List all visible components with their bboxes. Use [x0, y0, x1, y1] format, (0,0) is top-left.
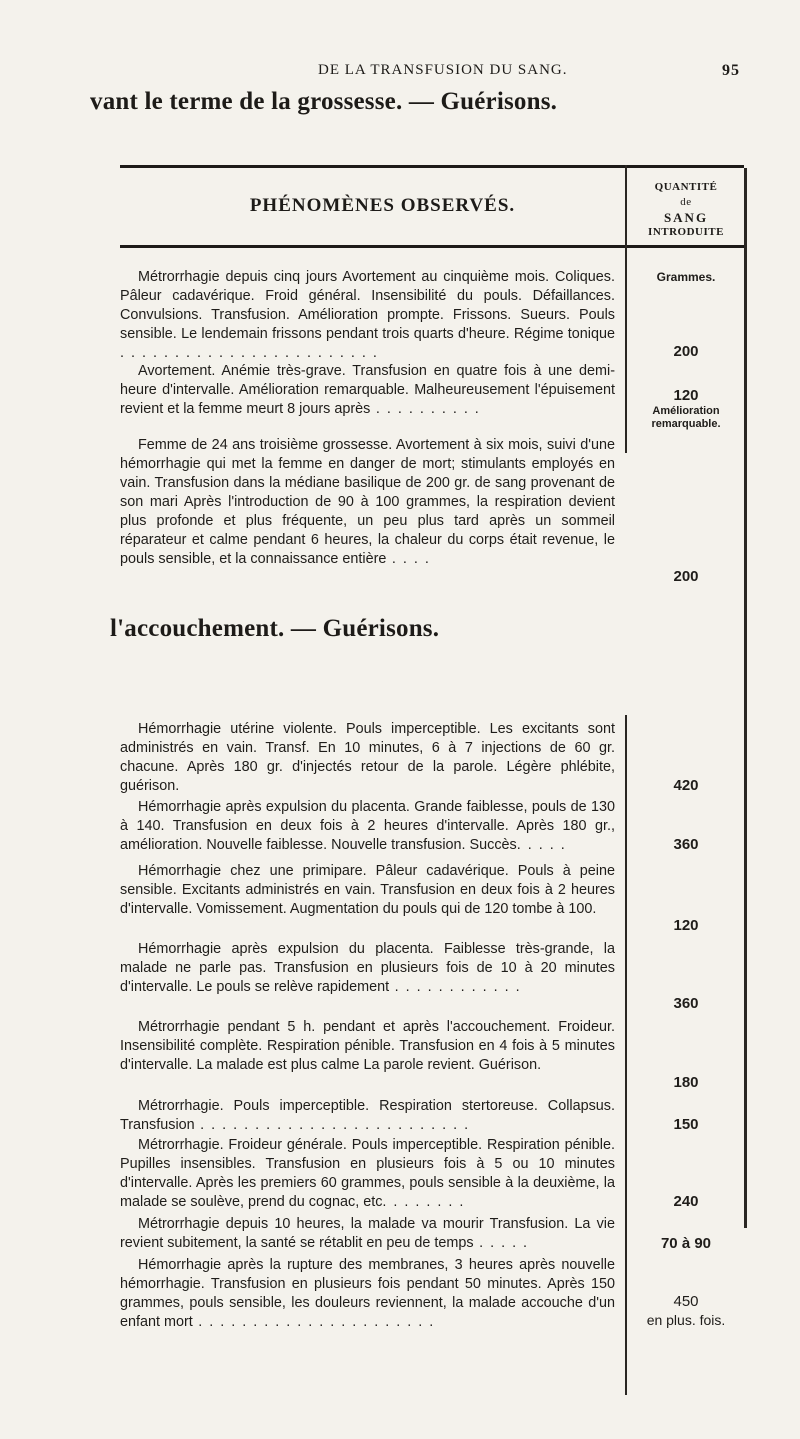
observed-column-header: PHÉNOMÈNES OBSERVÉS. [249, 195, 516, 216]
quantity-value: 360 [673, 995, 699, 1012]
case-entry [120, 720, 615, 796]
running-title: DE LA TRANSFUSION DU SANG. [318, 62, 568, 78]
case-text: Métrorrhagie depuis cinq jours Avortement au cinquième mois. Coliques. Pâleur cadavérique. Froid général. Insensibilité du pouls. Défaillances. Convulsions. Transfusion. Amélioration prompte. Frissons. Sueurs. Pouls sensible. Le lendemain frissons pendant trois quarts d'heure. Régime tonique [120, 269, 615, 342]
section-heading-1: vant le terme de la grossesse. — Guérisons. [90, 88, 558, 115]
quantity-header-line4: INTRODUITE [648, 226, 724, 238]
case-entry [120, 362, 615, 419]
case-entry [120, 1256, 615, 1332]
unit-label: Grammes. [656, 270, 716, 284]
case-entry [120, 1136, 615, 1212]
top-rule [120, 165, 744, 168]
quantity-value: 200 [673, 343, 699, 360]
case-entry [120, 1018, 615, 1075]
case-text: Métrorrhagie pendant 5 h. pendant et après l'accouchement. Froideur. Insensibilité complète. Respiration pénible. Transfusion en 4 fois à 5 minutes d'intervalle. La malade est plus calme La parole revient. Guérison. [120, 1019, 615, 1073]
leader-dots: . . . . . . . . . . . . . . . . . . . . . . [192, 1314, 435, 1330]
case-text: Hémorrhagie chez une primipare. Pâleur cadavérique. Pouls à peine sensible. Excitants administrés en vain. Transfusion en deux fois à 2 heures d'intervalle. Vomissement. Augmentation du pouls qui de 120 tombe à 100. [120, 863, 615, 917]
quantity-note: en plus. fois. [646, 1312, 726, 1328]
quantity-header-line2: de [680, 196, 692, 208]
leader-dots: . . . . . . . . . . . . . . . . . . . . . . . . [120, 345, 379, 361]
case-entry [120, 862, 615, 919]
case-text: Hémorrhagie après expulsion du placenta. Faiblesse très-grande, la malade ne parle pas. Transfusion en plusieurs fois de 10 à 20 minutes d'intervalle. Le pouls se relève rapidement [120, 941, 615, 995]
case-entry [120, 1097, 615, 1135]
quantity-value: 420 [673, 777, 699, 794]
case-text: Femme de 24 ans troisième grossesse. Avortement à six mois, suivi d'une hémorrhagie qui met la femme en danger de mort; stimulants employés en vain. Transfusion dans la médiane basilique de 200 gr. de sang provenant de son mari Après l'introduction de 90 à 100 grammes, la respiration devient plus profonde et plus fréquente, un peu plus tard après un sommeil réparateur et calme pendant 6 heures, la chaleur du corps était revenue, le pouls sensible, et la connaissance entière [120, 437, 615, 567]
quantity-value: 240 [673, 1193, 699, 1210]
case-text: Avortement. Anémie très-grave. Transfusion en quatre fois à une demi-heure d'intervalle. Amélioration remarquable. Malheureusement l'épuisement revient et la femme meurt 8 jours après [120, 363, 615, 417]
leader-dots: . . . . . [473, 1235, 529, 1251]
quantity-header-line1: QUANTITÉ [654, 181, 718, 193]
section-heading-2: l'accouchement. — Guérisons. [110, 615, 440, 642]
case-entry [120, 268, 615, 363]
leader-dots: . . . . . [516, 837, 567, 853]
quantity-value: 120 [673, 387, 699, 404]
case-text: Métrorrhagie. Pouls imperceptible. Respiration stertoreuse. Collapsus. Transfusion [120, 1098, 615, 1133]
case-text: Métrorrhagie depuis 10 heures, la malade va mourir Transfusion. La vie revient subitement, la santé se rétablit en peu de temps [120, 1216, 615, 1251]
case-text: Hémorrhagie après expulsion du placenta. Grande faiblesse, pouls de 130 à 140. Transfusion en deux fois à 2 heures d'intervalle. Après 180 gr., amélioration. Nouvelle faiblesse. Nouvelle transfusion. Succès [120, 799, 615, 853]
header-rule [120, 245, 744, 248]
leader-dots: . . . . . . . . . . . . [389, 979, 522, 995]
quantity-value: 360 [673, 836, 699, 853]
quantity-value: 150 [673, 1116, 699, 1133]
case-entry [120, 436, 615, 569]
quantity-note: Amélioration remarquable. [651, 405, 721, 430]
column-rule [625, 165, 627, 453]
quantity-value: 200 [673, 568, 699, 585]
leader-dots: . . . . . . . . . . [370, 401, 481, 417]
case-text: Métrorrhagie. Froideur générale. Pouls imperceptible. Respiration pénible. Pupilles insensibles. Transfusion en plusieurs fois à 5 ou 10 minutes d'intervalle. Après les premiers 60 grammes, pouls sensible à la deuxième, la malade se soulève, prend du cognac, etc [120, 1137, 615, 1210]
case-text: Hémorrhagie après la rupture des membranes, 3 heures après nouvelle hémorrhagie. Transfusion en plusieurs fois pendant 50 minutes. Après 150 grammes, pouls sensible, les douleurs reviennent, la malade accouche d'un enfant mort [120, 1257, 615, 1330]
leader-dots: . . . . . . . . [382, 1194, 465, 1210]
case-entry [120, 1215, 615, 1253]
quantity-value: 120 [673, 917, 699, 934]
leader-dots: . . . . [386, 551, 431, 567]
page-number: 95 [722, 62, 740, 79]
table-right-edge [744, 168, 747, 1228]
quantity-column-header [628, 180, 744, 240]
quantity-value: 180 [673, 1074, 699, 1091]
column-rule-2 [625, 715, 627, 1395]
quantity-value: 450 [673, 1293, 699, 1310]
case-entry [120, 940, 615, 997]
leader-dots: . . . . . . . . . . . . . . . . . . . . . . . . . [194, 1117, 470, 1133]
case-entry [120, 798, 615, 855]
quantity-value: 70 à 90 [660, 1235, 712, 1252]
quantity-header-line3: SANG [663, 210, 709, 225]
case-text: Hémorrhagie utérine violente. Pouls imperceptible. Les excitants sont administrés en vain. Transf. En 10 minutes, 6 à 7 injections de 60 gr. chacune. Après 180 gr. d'injectés retour de la parole. Légère phlébite, guérison. [120, 721, 615, 794]
